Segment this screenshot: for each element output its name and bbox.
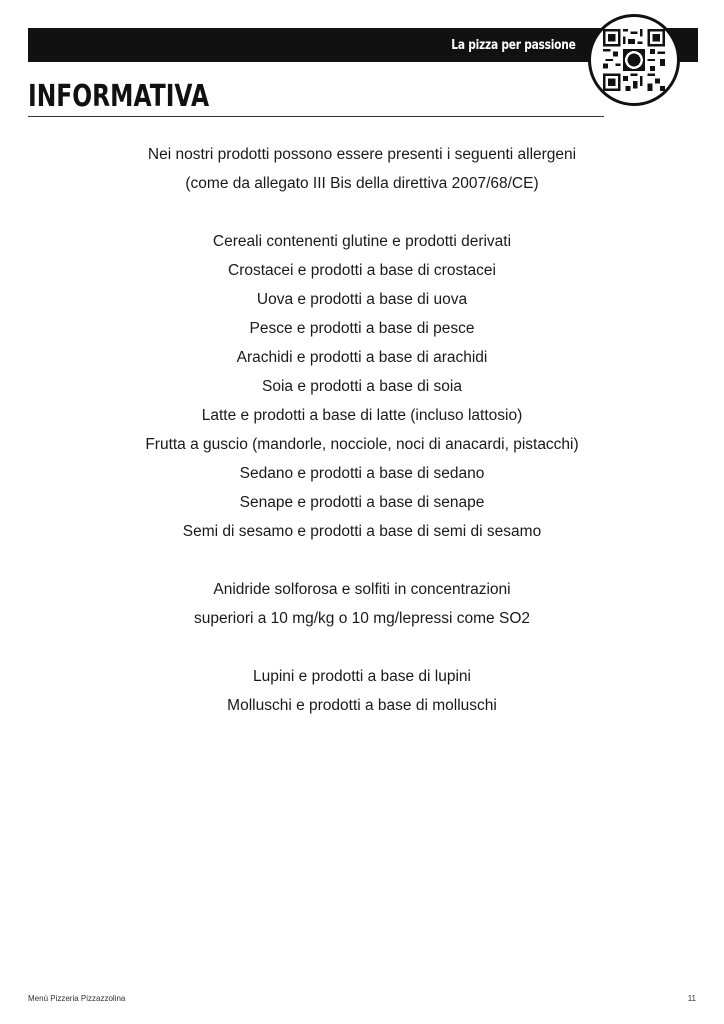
intro-line: Nei nostri prodotti possono essere presenti i seguenti allergeni [147,146,577,163]
allergen-item: Pesce e prodotti a base di pesce [249,320,475,337]
intro-line: (come da allegato III Bis della direttiva 2007/68/CE) [185,175,539,192]
allergen-notice [100,140,624,720]
allergen-item: Molluschi e prodotti a base di molluschi [227,697,497,714]
page-title: INFORMATIVA [28,79,210,114]
spacer [100,198,624,227]
header-tagline: La pizza per passione [451,38,576,53]
allergen-item: Sedano e prodotti a base di sedano [239,465,485,482]
allergen-item: Arachidi e prodotti a base di arachidi [236,349,488,366]
qr-code-icon [603,29,665,91]
allergen-item: Soia e prodotti a base di soia [262,378,462,395]
footer-menu-name: Menù Pizzeria Pizzazzolina [28,994,126,1003]
allergen-item: Senape e prodotti a base di senape [239,494,485,511]
allergen-item: Uova e prodotti a base di uova [256,291,468,308]
allergen-item: Frutta a guscio (mandorle, nocciole, noci di anacardi, pistacchi) [145,436,579,453]
qr-code-badge [588,14,680,106]
spacer [100,633,624,662]
sulfites-line: Anidride solforosa e solfiti in concentrazioni [213,581,511,598]
sulfites-line: superiori a 10 mg/kg o 10 mg/lepressi come SO2 [194,610,530,627]
allergen-item: Lupini e prodotti a base di lupini [252,668,471,685]
allergen-item: Semi di sesamo e prodotti a base di semi di sesamo [182,523,542,540]
footer-page-number: 11 [687,994,696,1003]
spacer [100,546,624,575]
allergen-item: Latte e prodotti a base di latte (incluso lattosio) [201,407,523,424]
allergen-item: Cereali contenenti glutine e prodotti derivati [212,233,512,250]
allergen-item: Crostacei e prodotti a base di crostacei [228,262,496,279]
title-divider [28,116,604,117]
